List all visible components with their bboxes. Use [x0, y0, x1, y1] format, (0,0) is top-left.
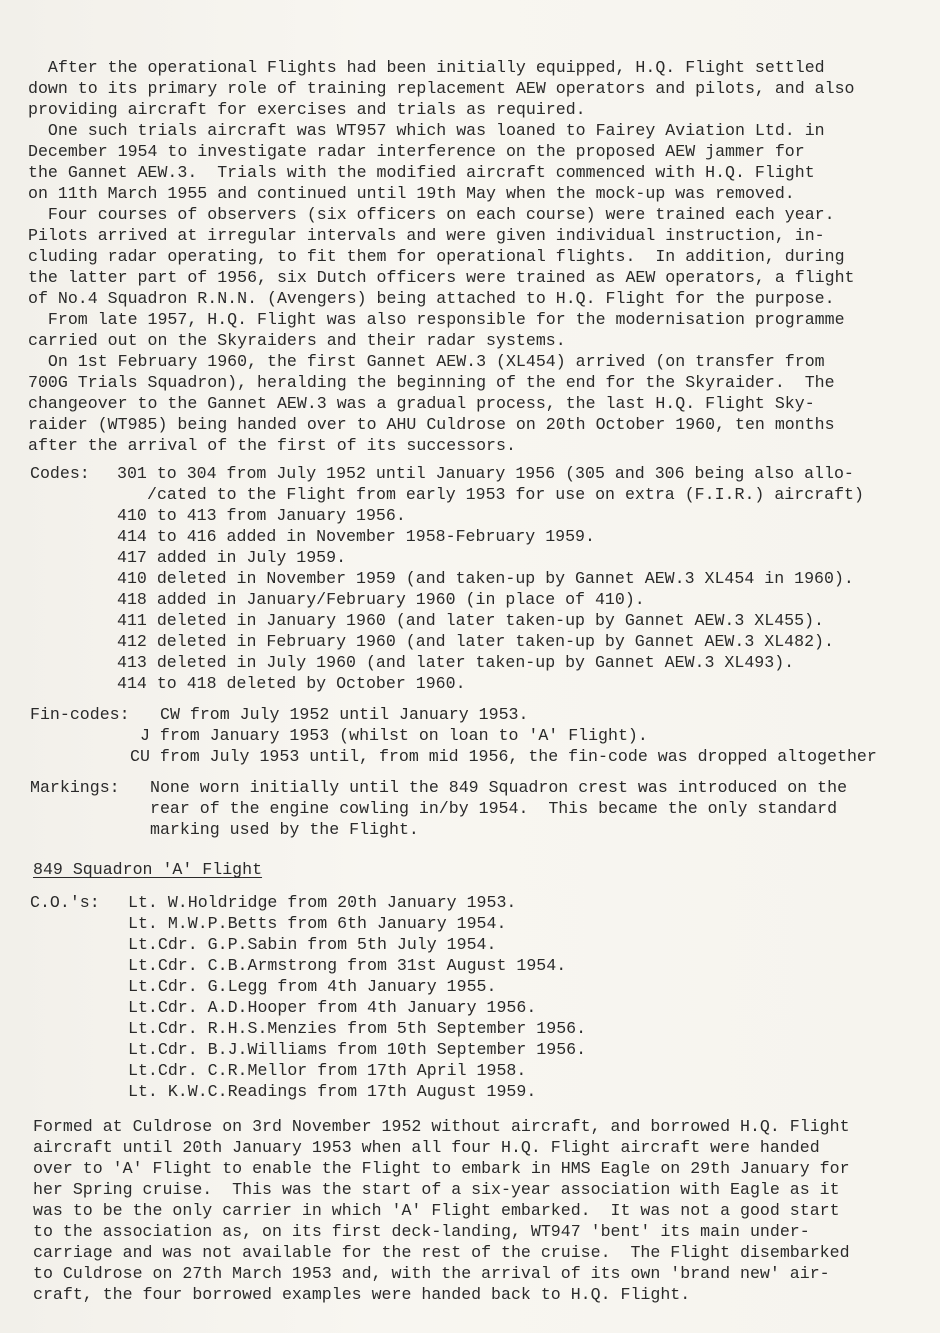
code-line: 410 deleted in November 1959 (and taken-up by Gannet AEW.3 XL454 in 1960). — [117, 569, 854, 588]
code-line: 410 to 413 from January 1956. — [117, 506, 406, 525]
text-line: on 11th March 1955 and continued until 19th May when the mock-up was removed. — [28, 184, 795, 203]
co-entry: Lt. W.Holdridge from 20th January 1953. — [128, 893, 517, 912]
text-line: changeover to the Gannet AEW.3 was a gradual process, the last H.Q. Flight Sky- — [28, 394, 815, 413]
text-line: the latter part of 1956, six Dutch officers were trained as AEW operators, a flight — [28, 268, 855, 287]
text-line: Pilots arrived at irregular intervals and were given individual instruction, in- — [28, 226, 825, 245]
text-line: On 1st February 1960, the first Gannet AEW.3 (XL454) arrived (on transfer from — [28, 352, 825, 371]
section-heading: 849 Squadron 'A' Flight — [33, 860, 263, 879]
text-line: 700G Trials Squadron), heralding the beginning of the end for the Skyraider. The — [28, 373, 835, 392]
text-line: cluding radar operating, to fit them for operational flights. In addition, during — [28, 247, 845, 266]
code-line: 301 to 304 from July 1952 until January 1956 (305 and 306 being also allo- — [117, 464, 854, 483]
text-line: After the operational Flights had been initially equipped, H.Q. Flight settled — [28, 58, 825, 77]
text-line: December 1954 to investigate radar interference on the proposed AEW jammer for — [28, 142, 805, 161]
fin-code-line: CW from July 1952 until January 1953. — [160, 705, 529, 724]
co-entry: Lt. K.W.C.Readings from 17th August 1959. — [128, 1082, 537, 1101]
code-line: 414 to 418 deleted by October 1960. — [117, 674, 466, 693]
text-line: One such trials aircraft was WT957 which was loaned to Fairey Aviation Ltd. in — [28, 121, 825, 140]
text-line: carriage and was not available for the rest of the cruise. The Flight disembarked — [33, 1243, 850, 1262]
text-line: after the arrival of the first of its successors. — [28, 436, 516, 455]
text-line: was to be the only carrier in which 'A' Flight embarked. It was not a good start — [33, 1201, 840, 1220]
text-line: her Spring cruise. This was the start of a six-year association with Eagle as it — [33, 1180, 840, 1199]
text-line: raider (WT985) being handed over to AHU Culdrose on 20th October 1960, ten months — [28, 415, 835, 434]
co-entry: Lt. M.W.P.Betts from 6th January 1954. — [128, 914, 507, 933]
markings-label: Markings: — [30, 778, 120, 797]
markings-line: None worn initially until the 849 Squadron crest was introduced on the — [150, 778, 848, 797]
text-line: Four courses of observers (six officers on each course) were trained each year. — [28, 205, 835, 224]
co-entry: Lt.Cdr. R.H.S.Menzies from 5th September 1956. — [128, 1019, 587, 1038]
co-entry: Lt.Cdr. C.B.Armstrong from 31st August 1954. — [128, 956, 567, 975]
text-line: craft, the four borrowed examples were handed back to H.Q. Flight. — [33, 1285, 691, 1304]
text-line: to Culdrose on 27th March 1953 and, with the arrival of its own 'brand new' air- — [33, 1264, 830, 1283]
co-entry: Lt.Cdr. G.P.Sabin from 5th July 1954. — [128, 935, 497, 954]
codes-label: Codes: — [30, 464, 90, 483]
code-line: /cated to the Flight from early 1953 for use on extra (F.I.R.) aircraft) — [147, 485, 864, 504]
text-line: down to its primary role of training replacement AEW operators and pilots, and also — [28, 79, 855, 98]
text-line: of No.4 Squadron R.N.N. (Avengers) being attached to H.Q. Flight for the purpose. — [28, 289, 835, 308]
text-line: over to 'A' Flight to enable the Flight to embark in HMS Eagle on 29th January for — [33, 1159, 850, 1178]
text-line: From late 1957, H.Q. Flight was also responsible for the modernisation programme — [28, 310, 845, 329]
fin-codes-label: Fin-codes: — [30, 705, 130, 724]
markings-line: rear of the engine cowling in/by 1954. This became the only standard — [150, 799, 838, 818]
code-line: 413 deleted in July 1960 (and later taken-up by Gannet AEW.3 XL493). — [117, 653, 795, 672]
code-line: 417 added in July 1959. — [117, 548, 347, 567]
text-line: providing aircraft for exercises and trials as required. — [28, 100, 586, 119]
co-entry: Lt.Cdr. B.J.Williams from 10th September 1956. — [128, 1040, 587, 1059]
cos-label: C.O.'s: — [30, 893, 100, 912]
text-line: the Gannet AEW.3. Trials with the modified aircraft commenced with H.Q. Flight — [28, 163, 815, 182]
code-line: 414 to 416 added in November 1958-February 1959. — [117, 527, 595, 546]
code-line: 412 deleted in February 1960 (and later taken-up by Gannet AEW.3 XL482). — [117, 632, 834, 651]
co-entry: Lt.Cdr. C.R.Mellor from 17th April 1958. — [128, 1061, 527, 1080]
code-line: 418 added in January/February 1960 (in place of 410). — [117, 590, 645, 609]
text-line: aircraft until 20th January 1953 when all four H.Q. Flight aircraft were handed — [33, 1138, 820, 1157]
fin-code-line: CU from July 1953 until, from mid 1956, the fin-code was dropped altogether — [130, 747, 877, 766]
text-line: Formed at Culdrose on 3rd November 1952 without aircraft, and borrowed H.Q. Flight — [33, 1117, 850, 1136]
text-line: carried out on the Skyraiders and their radar systems. — [28, 331, 566, 350]
co-entry: Lt.Cdr. A.D.Hooper from 4th January 1956. — [128, 998, 537, 1017]
fin-code-line: J from January 1953 (whilst on loan to 'A' Flight). — [140, 726, 648, 745]
code-line: 411 deleted in January 1960 (and later taken-up by Gannet AEW.3 XL455). — [117, 611, 825, 630]
text-line: to the association as, on its first deck-landing, WT947 'bent' its main under- — [33, 1222, 810, 1241]
co-entry: Lt.Cdr. G.Legg from 4th January 1955. — [128, 977, 497, 996]
markings-line: marking used by the Flight. — [150, 820, 419, 839]
